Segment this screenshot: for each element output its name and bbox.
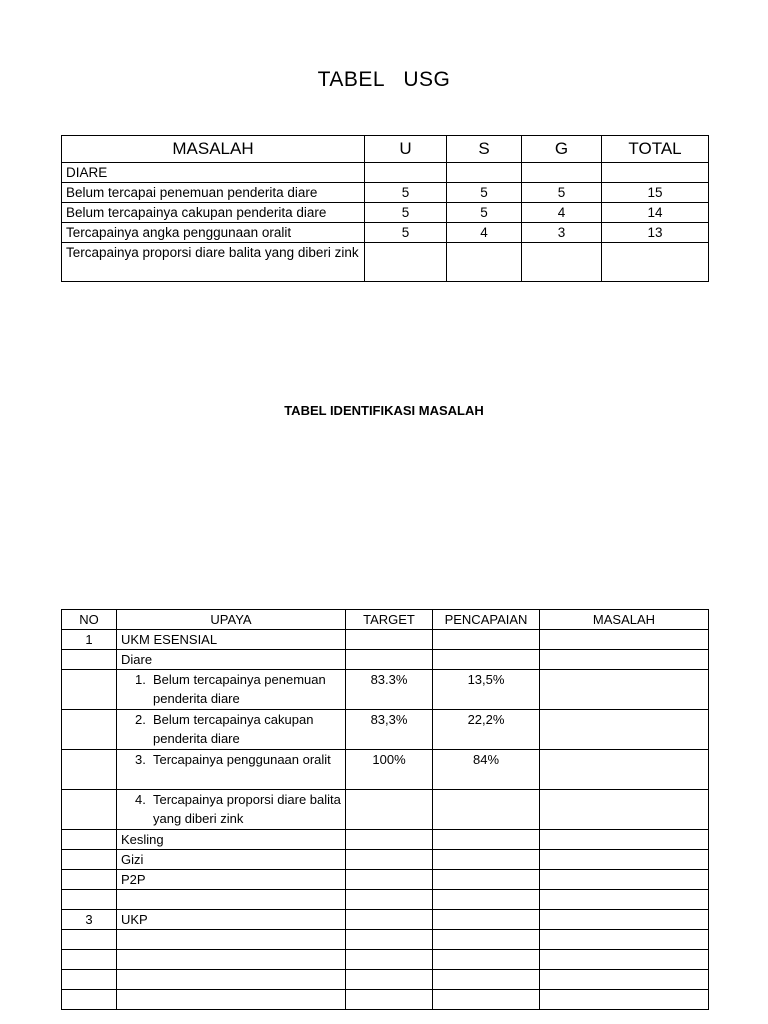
cell-g bbox=[522, 243, 602, 282]
cell-upaya: UKP bbox=[117, 910, 346, 930]
cell-masalah: Belum tercapainya cakupan penderita diare bbox=[62, 203, 365, 223]
cell-no bbox=[62, 650, 117, 670]
cell-masalah bbox=[540, 990, 709, 1010]
cell-no bbox=[62, 670, 117, 710]
cell-g: 3 bbox=[522, 223, 602, 243]
item-number: 2. bbox=[135, 712, 146, 727]
cell-upaya: Diare bbox=[117, 650, 346, 670]
cell-target bbox=[346, 990, 433, 1010]
cell-upaya: UKM ESENSIAL bbox=[117, 630, 346, 650]
table-row bbox=[62, 790, 709, 830]
cell-target: 83,3% bbox=[346, 710, 433, 750]
table-row bbox=[62, 910, 709, 930]
cell-pencapaian bbox=[433, 990, 540, 1010]
cell-u bbox=[365, 243, 447, 282]
cell-target bbox=[346, 830, 433, 850]
table-row bbox=[62, 990, 709, 1010]
cell-no: 1 bbox=[62, 630, 117, 650]
cell-upaya: Gizi bbox=[117, 850, 346, 870]
cell-target bbox=[346, 930, 433, 950]
cell-g: 5 bbox=[522, 183, 602, 203]
cell-masalah bbox=[540, 830, 709, 850]
cell-no bbox=[62, 710, 117, 750]
cell-total: 15 bbox=[602, 183, 709, 203]
cell-s: 5 bbox=[447, 203, 522, 223]
cell-pencapaian bbox=[433, 790, 540, 830]
header-masalah: MASALAH bbox=[62, 136, 365, 163]
cell-masalah bbox=[540, 950, 709, 970]
cell-upaya: Kesling bbox=[117, 830, 346, 850]
item-text: Tercapainya penggunaan oralit bbox=[153, 752, 331, 767]
cell-total bbox=[602, 163, 709, 183]
cell-pencapaian bbox=[433, 970, 540, 990]
cell-upaya: P2P bbox=[117, 870, 346, 890]
cell-no bbox=[62, 790, 117, 830]
header-target: TARGET bbox=[346, 610, 433, 630]
table-row bbox=[62, 870, 709, 890]
cell-upaya bbox=[117, 670, 346, 710]
cell-target bbox=[346, 850, 433, 870]
cell-pencapaian bbox=[433, 950, 540, 970]
table-row bbox=[62, 890, 709, 910]
header-upaya: UPAYA bbox=[117, 610, 346, 630]
cell-total bbox=[602, 243, 709, 282]
cell-masalah bbox=[540, 670, 709, 710]
cell-no bbox=[62, 930, 117, 950]
header-s: S bbox=[447, 136, 522, 163]
cell-masalah: Belum tercapai penemuan penderita diare bbox=[62, 183, 365, 203]
cell-pencapaian bbox=[433, 930, 540, 950]
cell-total: 13 bbox=[602, 223, 709, 243]
table-row bbox=[62, 710, 709, 750]
cell-no bbox=[62, 850, 117, 870]
cell-s bbox=[447, 243, 522, 282]
cell-masalah: DIARE bbox=[62, 163, 365, 183]
cell-no bbox=[62, 970, 117, 990]
cell-masalah bbox=[540, 630, 709, 650]
header-pencapaian: PENCAPAIAN bbox=[433, 610, 540, 630]
cell-s bbox=[447, 163, 522, 183]
table-row bbox=[62, 830, 709, 850]
cell-u: 5 bbox=[365, 223, 447, 243]
header-no: NO bbox=[62, 610, 117, 630]
cell-upaya bbox=[117, 970, 346, 990]
table-row bbox=[62, 163, 709, 183]
cell-masalah bbox=[540, 710, 709, 750]
cell-no bbox=[62, 950, 117, 970]
cell-g: 4 bbox=[522, 203, 602, 223]
cell-masalah bbox=[540, 870, 709, 890]
cell-u: 5 bbox=[365, 203, 447, 223]
cell-pencapaian: 84% bbox=[433, 750, 540, 790]
cell-target: 100% bbox=[346, 750, 433, 790]
cell-pencapaian bbox=[433, 650, 540, 670]
cell-upaya bbox=[117, 990, 346, 1010]
usg-table bbox=[61, 135, 709, 282]
cell-pencapaian bbox=[433, 890, 540, 910]
identifikasi-table-title: TABEL IDENTIFIKASI MASALAH bbox=[284, 403, 484, 418]
cell-masalah bbox=[540, 910, 709, 930]
cell-masalah bbox=[540, 970, 709, 990]
cell-no bbox=[62, 870, 117, 890]
table-row bbox=[62, 850, 709, 870]
cell-masalah bbox=[540, 650, 709, 670]
header-total: TOTAL bbox=[602, 136, 709, 163]
cell-u: 5 bbox=[365, 183, 447, 203]
table-row bbox=[62, 930, 709, 950]
cell-upaya bbox=[117, 930, 346, 950]
cell-s: 4 bbox=[447, 223, 522, 243]
table-row bbox=[62, 203, 709, 223]
cell-no bbox=[62, 830, 117, 850]
cell-upaya bbox=[117, 890, 346, 910]
cell-pencapaian bbox=[433, 630, 540, 650]
usg-header-row bbox=[62, 136, 709, 163]
table-row bbox=[62, 223, 709, 243]
header-masalah: MASALAH bbox=[540, 610, 709, 630]
table-row bbox=[62, 750, 709, 790]
cell-no: 3 bbox=[62, 910, 117, 930]
identifikasi-table bbox=[61, 609, 709, 1010]
table-row bbox=[62, 970, 709, 990]
cell-pencapaian: 22,2% bbox=[433, 710, 540, 750]
cell-target bbox=[346, 970, 433, 990]
item-text: Belum tercapainya cakupan penderita diare bbox=[153, 712, 314, 746]
cell-s: 5 bbox=[447, 183, 522, 203]
cell-target: 83.3% bbox=[346, 670, 433, 710]
cell-pencapaian bbox=[433, 830, 540, 850]
table-row bbox=[62, 630, 709, 650]
identifikasi-header-row bbox=[62, 610, 709, 630]
item-number: 4. bbox=[135, 792, 146, 807]
cell-masalah bbox=[540, 850, 709, 870]
table-row bbox=[62, 950, 709, 970]
header-u: U bbox=[365, 136, 447, 163]
item-text: Belum tercapainya penemuan penderita diare bbox=[153, 672, 326, 706]
table-row bbox=[62, 243, 709, 282]
cell-target bbox=[346, 790, 433, 830]
cell-target bbox=[346, 910, 433, 930]
cell-pencapaian bbox=[433, 910, 540, 930]
cell-g bbox=[522, 163, 602, 183]
cell-upaya bbox=[117, 710, 346, 750]
cell-masalah: Tercapainya angka penggunaan oralit bbox=[62, 223, 365, 243]
item-text: Tercapainya proporsi diare balita yang diberi zink bbox=[153, 792, 341, 826]
cell-upaya bbox=[117, 950, 346, 970]
cell-total: 14 bbox=[602, 203, 709, 223]
cell-upaya bbox=[117, 790, 346, 830]
cell-no bbox=[62, 990, 117, 1010]
item-number: 1. bbox=[135, 672, 146, 687]
cell-target bbox=[346, 890, 433, 910]
cell-target bbox=[346, 870, 433, 890]
cell-masalah: Tercapainya proporsi diare balita yang diberi zink bbox=[62, 243, 365, 282]
table-row bbox=[62, 670, 709, 710]
header-g: G bbox=[522, 136, 602, 163]
cell-masalah bbox=[540, 750, 709, 790]
table-row bbox=[62, 183, 709, 203]
item-number: 3. bbox=[135, 752, 146, 767]
cell-u bbox=[365, 163, 447, 183]
cell-pencapaian bbox=[433, 850, 540, 870]
cell-upaya bbox=[117, 750, 346, 790]
usg-table-title: TABEL USG bbox=[317, 68, 451, 91]
cell-pencapaian bbox=[433, 870, 540, 890]
cell-masalah bbox=[540, 930, 709, 950]
table-row bbox=[62, 650, 709, 670]
cell-masalah bbox=[540, 790, 709, 830]
cell-target bbox=[346, 630, 433, 650]
cell-no bbox=[62, 750, 117, 790]
cell-target bbox=[346, 650, 433, 670]
cell-target bbox=[346, 950, 433, 970]
cell-pencapaian: 13,5% bbox=[433, 670, 540, 710]
cell-no bbox=[62, 890, 117, 910]
cell-masalah bbox=[540, 890, 709, 910]
